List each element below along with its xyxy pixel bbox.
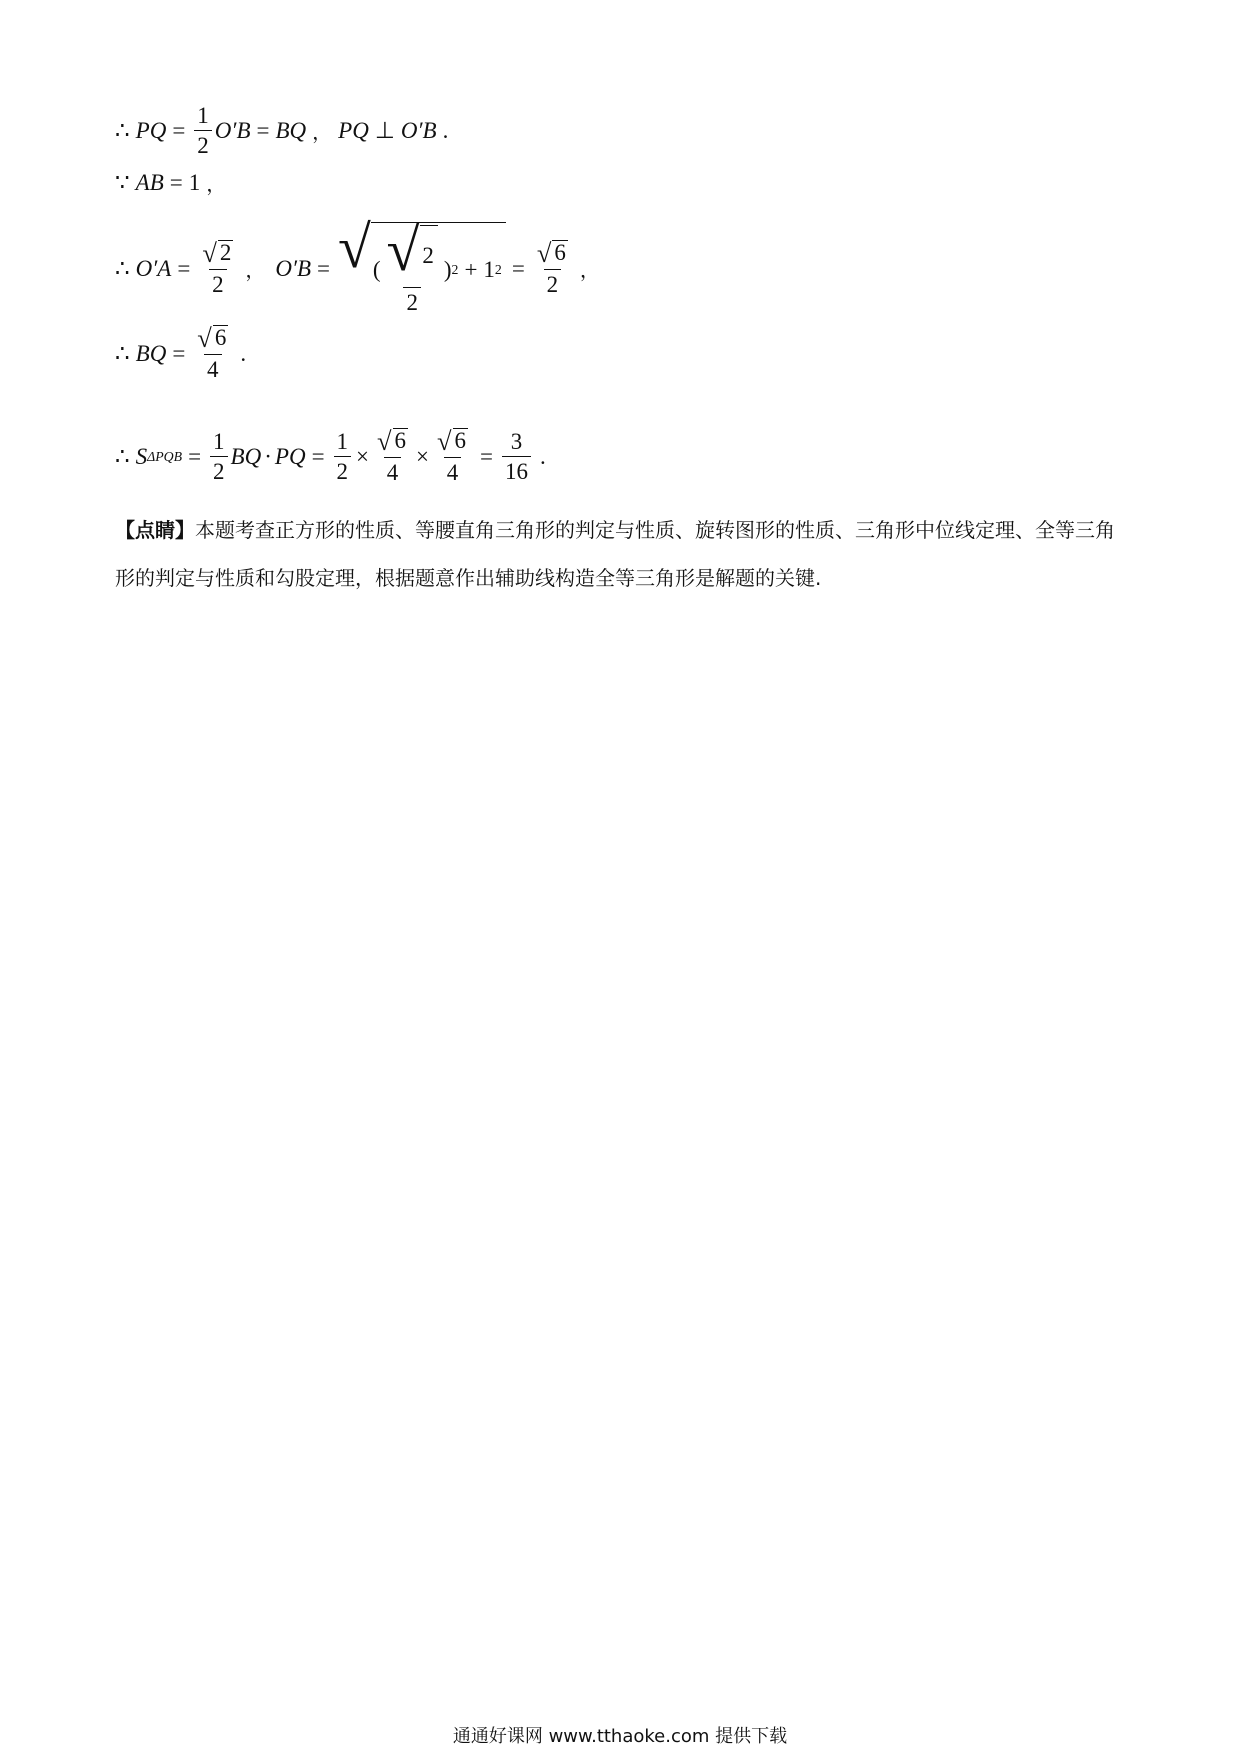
equals-sign: = (169, 169, 183, 195)
exponent: 2 (451, 262, 459, 278)
comma: ， (206, 172, 227, 196)
denominator: 2 (194, 130, 212, 158)
fraction-root6-over-4: √ 6 4 (377, 426, 407, 486)
equation-line-4 (115, 325, 246, 383)
fraction-3-over-16: $\frac{3}{16}$ (502, 429, 531, 485)
therefore-symbol: ∴ (115, 117, 130, 143)
fraction-root2-over-2 (199, 237, 236, 298)
equals-sign: = (188, 443, 202, 469)
equation-line-5 (115, 428, 546, 486)
var-ab: AB (135, 169, 164, 195)
sqrt: √ 6 (536, 237, 566, 268)
times-sign: × (356, 443, 370, 469)
var-ob: O′B (275, 255, 312, 281)
because-symbol: ∵ (115, 169, 130, 195)
var-ob: O′B (400, 117, 437, 143)
var-pq: PQ (135, 117, 167, 143)
comma: ， (312, 120, 333, 145)
fraction-root2-over-2: √ 2 2 (384, 225, 441, 315)
big-sqrt: √ ( √ 2 2 ) 2 + 1 2 (338, 222, 506, 315)
equation-line-2 (115, 168, 232, 197)
var-oa: O′A (135, 255, 172, 281)
fraction-half: $\frac{1}{2}$ (334, 429, 352, 485)
numerator: 1 (197, 103, 209, 128)
sqrt: √ 6 (197, 323, 227, 353)
times-sign: × (416, 443, 430, 469)
period: . (442, 117, 449, 143)
key-point-paragraph (115, 506, 1125, 602)
var-pq: PQ (338, 117, 369, 143)
equals-sign: = (511, 255, 525, 281)
equation-line-1 (115, 103, 448, 159)
fraction-half (194, 103, 212, 159)
sqrt: √ 6 (437, 426, 467, 456)
equals-sign: = (172, 117, 186, 143)
value-one: 1 (188, 169, 201, 195)
equals-sign: = (172, 340, 186, 366)
var-ob: O′B (214, 117, 251, 143)
key-point-text: 本题考查正方形的性质、等腰直角三角形的判定与性质、旋转图形的性质、三角形中位线定理、全等三角形的判定与性质和勾股定理，根据题意作出辅助线构造全等三角形是解题的关键. (115, 518, 1115, 590)
var-bq: BQ (135, 340, 167, 366)
equals-sign: = (317, 255, 331, 281)
period: . (540, 443, 546, 469)
comma: ， (579, 258, 600, 283)
fraction-root6-over-4 (194, 325, 231, 383)
period: . (240, 340, 247, 366)
page-footer: 通通好课网 www.tthaoke.com 提供下载 (452, 1726, 788, 1747)
sqrt: √ 2 (202, 237, 232, 268)
denominator: 2 (544, 269, 562, 297)
var-pq: PQ (274, 443, 306, 469)
equals-sign: = (311, 443, 325, 469)
denominator: 2 (209, 269, 227, 297)
therefore-symbol: ∴ (115, 255, 130, 281)
sqrt: √ 6 (377, 426, 407, 456)
comma: ， (245, 258, 266, 283)
subscript-triangle-pqb: ΔPQB (147, 448, 183, 464)
var-s: S (135, 443, 148, 469)
key-point-label: 【点睛】 (115, 518, 195, 542)
exponent: 2 (494, 262, 502, 278)
equals-sign: = (480, 443, 494, 469)
therefore-symbol: ∴ (115, 340, 130, 366)
equals-sign: = (177, 255, 191, 281)
fraction-root6-over-4: √ 6 4 (437, 426, 467, 486)
perpendicular-symbol: ⊥ (374, 117, 395, 143)
therefore-symbol: ∴ (115, 443, 130, 469)
var-bq: BQ (230, 443, 262, 469)
fraction-half: $\frac{1}{2}$ (210, 429, 228, 485)
plus-sign: + (464, 257, 478, 283)
fraction-root6-over-2 (534, 237, 571, 298)
var-bq: BQ (275, 117, 307, 143)
equation-line-3 (115, 214, 606, 315)
equals-sign: = (256, 117, 270, 143)
dot-operator: · (264, 443, 272, 469)
denominator: 4 (204, 354, 222, 382)
sqrt: √ 2 (387, 225, 438, 285)
